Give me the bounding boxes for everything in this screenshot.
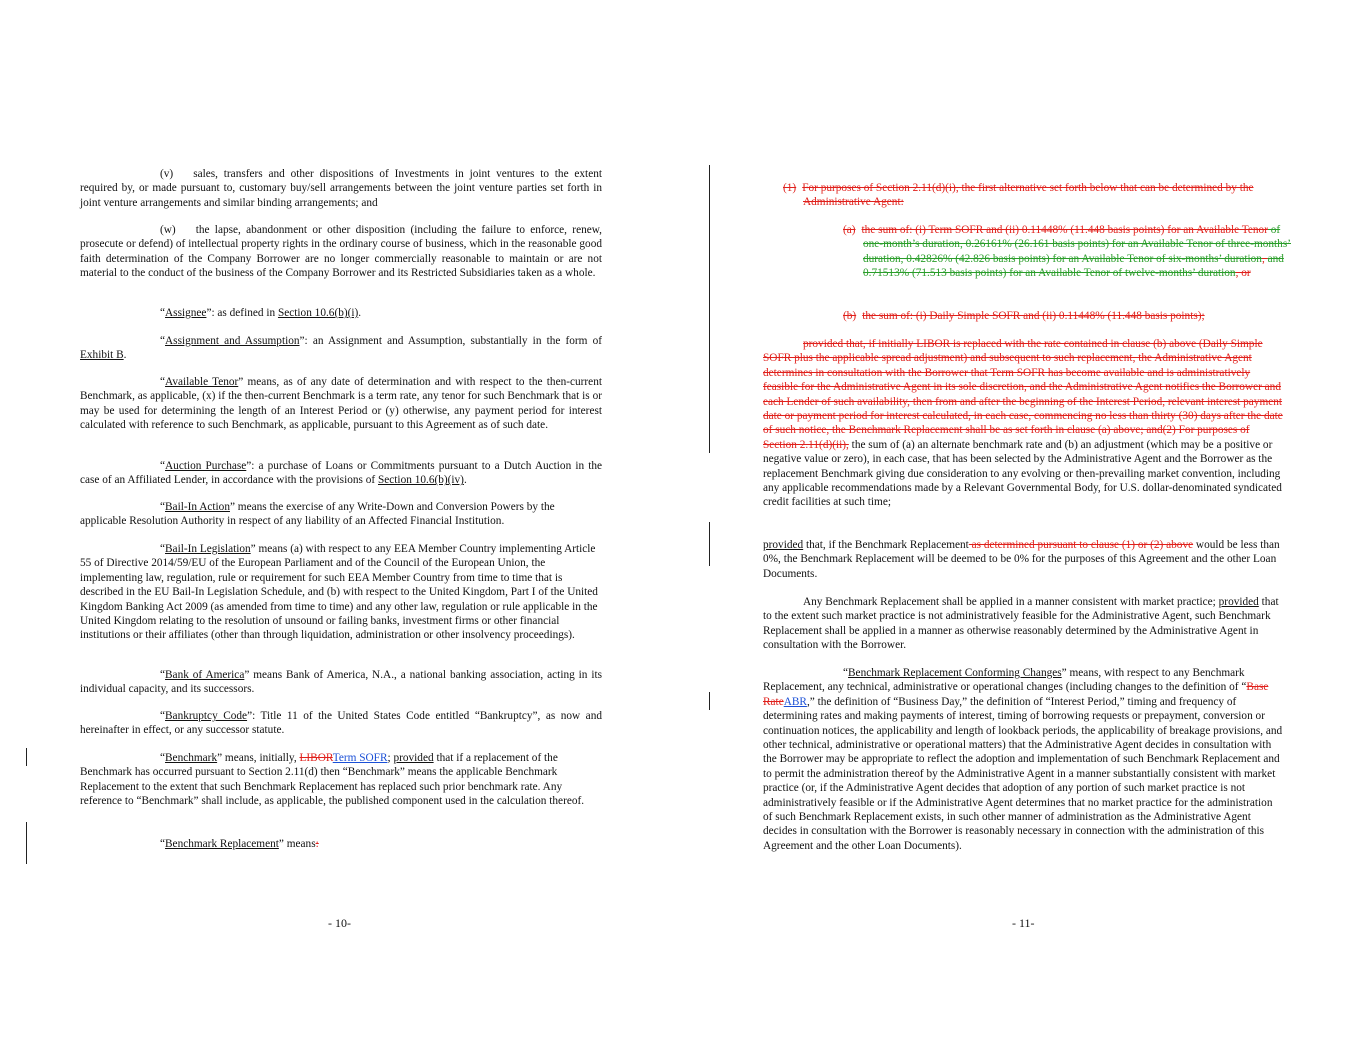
item-1 bbox=[783, 181, 1303, 210]
def-brcc: “Benchmark Replacement Conforming Changes” means, with respect to any Benchmark Replacement, any technical, administrative or operational changes (including changes to the definition of “Base RateABR,” the definition of “Business Day,” the definition of “Interest Period,” timing and frequency of determining rates and making payments of interest, timing of borrowing requests or prepayment, conversion or continuation notices, the applicability and length of lookback periods, the applicability of breakage provisions, and other technical, administrative or operational matters) that the Administrative Agent decides in consultation with the Borrower may be appropriate to reflect the adoption and implementation of such Benchmark Replacement and to permit the administration thereof by the Administrative Agent in a manner substantially consistent with market practice (or, if the Administrative Agent decides that adoption of any portion of such market practice is not administratively feasible or if the Administrative Agent determines that no market practice for the administration of such Benchmark Replacement exists, in such other manner of administration as the Administrative Agent decides in consultation with the Borrower is reasonably necessary in connection with the administration of this Agreement and the other Loan Documents). bbox=[763, 667, 1283, 852]
def-brcc-text: ” means, with respect to any Benchmark Replacement, any technical, administrative or operational changes (including changes to the definition of “ bbox=[763, 667, 1247, 694]
term-benchmark: Benchmark bbox=[165, 752, 218, 764]
item-w-number: (w) bbox=[160, 224, 176, 236]
floor-paragraph-rest: would be less than 0%, the Benchmark Replacement will be deemed to be 0% for the purposes of this Agreement and the other Loan Documents. bbox=[763, 539, 1280, 580]
floor-paragraph bbox=[763, 538, 1283, 581]
item-a bbox=[843, 223, 1303, 281]
def-bail-in-action-text: ” means the exercise of any Write-Down and Conversion Powers by the applicable Resolution Authority in respect of any liability of an Affected Financial Institution. bbox=[80, 501, 555, 528]
def-assignment-end: . bbox=[123, 349, 127, 362]
provided-word: provided bbox=[763, 539, 804, 551]
deleted-text: LIBOR bbox=[299, 752, 333, 764]
item-w-text: the lapse, abandonment or other disposition (including the failure to enforce, renew, prosecute or defend) of intellectual property rights in the ordinary course of business, which in the reasonable good faith determination of the Company Borrower are no longer commercially reasonable to maintain or are not material to the conduct of the business of the Company Borrower and its Restricted Subsidiaries taken as a whole. bbox=[80, 224, 602, 280]
def-assignee-end: . bbox=[358, 307, 362, 319]
term-benchmark-replacement: Benchmark Replacement bbox=[165, 838, 279, 850]
def-bankruptcy-code-text: ”: Title 11 of the United States Code entitled “Bankruptcy”, as now and hereinafter in effect, or any successor statute. bbox=[80, 710, 602, 737]
item-a-sep: , bbox=[1261, 252, 1268, 265]
item-a-text-moved-2: and 0.71513% (71.513 basis points) for an Available Tenor of twelve-months’ duration bbox=[863, 252, 1284, 280]
item-a-end: , or bbox=[1235, 267, 1251, 280]
item-b bbox=[843, 309, 1283, 323]
def-bail-in-legislation-text: ” means (a) with respect to any EEA Member Country implementing Article 55 of Directive 2014/59/EU of the European Parliament and of the Council of the European Union, the implementing law, regulation, rule or requirement for such EEA Member Country from time to time that is described in the EU Bail-In Legislation Schedule, and (b) with respect to the United Kingdom, Part I of the United Kingdom Banking Act 2009 (as amended from time to time) and any other law, regulation or rule applicable in the United Kingdom relating to the resolution of unsound or failing banks, investment firms or other financial institutions or their affiliates (other than through liquidation, administration or other insolvency proceedings). bbox=[80, 543, 598, 642]
def-bail-in-legislation: “Bail-In Legislation” means (a) with respect to any EEA Member Country implementing Article 55 of Directive 2014/59/EU of the European Parliament and of the Council of the European Union, the implementing law, regulation, rule or requirement for such EEA Member Country from time to time that is described in the EU Bail-In Legislation Schedule, and (b) with respect to the United Kingdom, Part I of the United Kingdom Banking Act 2009 (as amended from time to time) and any other law, regulation or rule applicable in the United Kingdom relating to the resolution of unsound or failing banks, investment firms or other financial institutions or their affiliates (other than through liquidation, administration or other insolvency proceedings). bbox=[80, 543, 598, 642]
def-auction-purchase-text: ”: a purchase of Loans or Commitments pursuant to a Dutch Auction in the case of an Affiliated Lender, in accordance with the provisions of bbox=[80, 460, 603, 487]
provided-paragraph-text: the sum of (a) an alternate benchmark rate and (b) an adjustment (which may be a positive or negative value or zero), in each case, that has been selected by the Administrative Agent and the Borrower as the replacement Benchmark giving due consideration to any evolving or then-prevailing market convention, including any applicable recommendations made by a Relevant Governmental Body, for U.S. dollar-denominated syndicated credit facilities at such time; bbox=[763, 438, 1282, 509]
def-auction-purchase-end: . bbox=[463, 474, 467, 487]
term-bail-in-legislation: Bail-In Legislation bbox=[165, 543, 251, 555]
def-bank-of-america-text: ” means Bank of America, N.A., a national banking association, acting in its individual capacity, and its successors. bbox=[80, 669, 603, 696]
item-1-text: For purposes of Section 2.11(d)(i), the first alternative set forth below that can be determined by the Administrative Agent: bbox=[802, 182, 1254, 209]
change-bar bbox=[709, 522, 710, 566]
def-assignee: “Assignee”: as defined in Section 10.6(b)(i). bbox=[160, 307, 362, 319]
def-available-tenor: “Available Tenor” means, as of any date of determination and with respect to the then-current Benchmark, as applicable, (x) if the then-current Benchmark is a term rate, any tenor for such Benchmark that is or may be used for determining the length of an Interest Period or (y) otherwise, any payment period for interest calculated with reference to such Benchmark, as applicable, pursuant to this Agreement as of such date. bbox=[80, 376, 602, 432]
def-bail-in-action: “Bail-In Action” means the exercise of any Write-Down and Conversion Powers by the applicable Resolution Authority in respect of any liability of an Affected Financial Institution. bbox=[80, 501, 555, 528]
provided-word: provided bbox=[1218, 596, 1259, 608]
item-v-text: sales, transfers and other dispositions of Investments in joint ventures to the extent required by, or made pursuant to, customary buy/sell arrangements between the joint venture parties set forth in joint venture arrangements and similar binding arrangements; and bbox=[80, 168, 602, 209]
def-benchmark-text: ” means, initially, bbox=[217, 752, 300, 764]
ref-section-10-6-b-i: Section 10.6(b)(i) bbox=[277, 307, 359, 319]
item-a-text-deleted: the sum of: (i) Term SOFR and (ii) 0.11448% (11.448 basis points) for an Available Tenor bbox=[861, 224, 1268, 236]
def-available-tenor-text: ” means, as of any date of determination and with respect to the then-current Benchmark, as applicable, (x) if the then-current Benchmark is a term rate, any tenor for such Benchmark that is or may be used for determining the length of an Interest Period or (y) otherwise, any payment period for interest calculated with reference to such Benchmark, as applicable, pursuant to this Agreement as of such date. bbox=[80, 376, 602, 432]
term-bankruptcy-code: Bankruptcy Code bbox=[165, 710, 248, 722]
def-brcc-rest: ,” the definition of “Business Day,” the definition of “Interest Period,” timing and frequency of determining rates and making payments of interest, timing of borrowing requests or prepayment, conversion or continuation notices, the applicability and length of lookback periods, the applicability of breakage provisions, and other technical, administrative or operational matters) that the Administrative Agent decides in consultation with the Borrower may be appropriate to reflect the adoption and implementation of such Benchmark Replacement and to permit the administration thereof by the Administrative Agent in a manner substantially consistent with market practice (or, if the Administrative Agent decides that adoption of any portion of such market practice is not administratively feasible or if the Administrative Agent determines that no market practice for the administration of such Benchmark Replacement exists, in such other manner of administration as the Administrative Agent decides in consultation with the Borrower is reasonably necessary in connection with the administration of this Agreement and the other Loan Documents). bbox=[763, 695, 1283, 852]
def-benchmark-replacement: “Benchmark Replacement” means: bbox=[160, 838, 319, 850]
para-v bbox=[80, 167, 602, 210]
term-available-tenor: Available Tenor bbox=[165, 376, 239, 388]
term-auction-purchase: Auction Purchase bbox=[165, 460, 247, 472]
change-bar bbox=[26, 822, 27, 864]
market-practice-rest: that to the extent such market practice is not administratively feasible for the Administrative Agent, such Benchmark Replacement shall be applied in a manner as otherwise reasonably determined by the Administrative Agent in consultation with the Borrower. bbox=[763, 596, 1279, 652]
page-number-right: - 11- bbox=[1012, 916, 1035, 930]
change-bar bbox=[709, 692, 710, 710]
provided-word: provided bbox=[393, 752, 434, 764]
def-auction-purchase: “Auction Purchase”: a purchase of Loans or Commitments pursuant to a Dutch Auction in the case of an Affiliated Lender, in accordance with the provisions of Section 10.6(b)(iv). bbox=[80, 460, 603, 487]
provided-word: provided bbox=[803, 338, 844, 350]
term-brcc: Benchmark Replacement Conforming Changes bbox=[848, 667, 1062, 679]
term-bank-of-america: Bank of America bbox=[165, 669, 245, 681]
item-a-text-moved: of one-month’s duration, 0.26161% (26.161 basis points) for an Available Tenor of three-months’ duration, 0.42826% (42.826 basis points) for an Available Tenor of six-months’ duration bbox=[863, 224, 1291, 265]
para-w bbox=[80, 223, 602, 281]
provided-paragraph bbox=[763, 337, 1283, 510]
ref-exhibit-b: Exhibit B bbox=[80, 349, 124, 362]
def-benchmark-sep: ; bbox=[387, 752, 394, 764]
page-number-left: - 10- bbox=[328, 916, 351, 930]
deleted-text: that, if initially LIBOR is replaced with the rate contained in clause (b) above (Daily Simple SOFR plus the applicable spread adjustment) and subsequent to such replacement, the Administrative Agent determines in consultation with the Borrower that Term SOFR has become available and is administratively feasible for the Administrative Agent in its sole discretion, and the Administrative Agent notifies the Borrower and each Lender of such availability, then from and after the beginning of the Interest Period, relevant interest payment date or payment period for interest calculated, in each case, commencing no less than thirty (30) days after the date of such notice, the Benchmark Replacement shall be as set forth in clause (a) above; and(2) For purposes of Section 2.11(d)(ii), bbox=[763, 338, 1283, 451]
term-bail-in-action: Bail-In Action bbox=[165, 501, 230, 513]
def-benchmark-rest: that if a replacement of the Benchmark has occurred pursuant to Section 2.11(d) then “Benchmark” means the applicable Benchmark Replacement to the extent that such Benchmark Replacement has replaced such prior benchmark rate. Any reference to “Benchmark” shall include, as applicable, the published component used in the calculation thereof. bbox=[80, 752, 585, 808]
def-benchmark-replacement-text: ” means bbox=[278, 838, 316, 850]
item-1-number: (1) bbox=[783, 182, 797, 194]
term-assignment-assumption: Assignment and Assumption bbox=[165, 335, 300, 347]
change-bar bbox=[709, 165, 710, 453]
item-v-number: (v) bbox=[160, 168, 174, 180]
deleted-text: as determined pursuant to clause (1) or (2) above bbox=[968, 539, 1194, 551]
inserted-text: Term SOFR bbox=[332, 752, 388, 764]
ref-section-10-6-b-iv: Section 10.6(b)(iv) bbox=[377, 474, 464, 487]
term-assignee: Assignee bbox=[165, 307, 207, 319]
market-practice-text: Any Benchmark Replacement shall be applied in a manner consistent with market practice; bbox=[803, 596, 1219, 608]
def-bank-of-america: “Bank of America” means Bank of America, N.A., a national banking association, acting in its individual capacity, and its successors. bbox=[80, 669, 603, 696]
item-a-number: (a) bbox=[843, 224, 856, 236]
deleted-text: Base Rate bbox=[763, 681, 1269, 708]
def-assignee-text: ”: as defined in bbox=[206, 307, 278, 319]
def-assignment-text: ”: an Assignment and Assumption, substantially in the form of bbox=[299, 335, 603, 347]
def-bankruptcy-code: “Bankruptcy Code”: Title 11 of the United States Code entitled “Bankruptcy”, as now and hereinafter in effect, or any successor statute. bbox=[80, 710, 602, 737]
item-b-number: (b) bbox=[843, 310, 857, 322]
deleted-text: : bbox=[315, 838, 319, 850]
def-benchmark: “Benchmark” means, initially, LIBORTerm SOFR; provided that if a replacement of the Benchmark has occurred pursuant to Section 2.11(d) then “Benchmark” means the applicable Benchmark Replacement to the extent that such Benchmark Replacement has replaced such prior benchmark rate. Any reference to “Benchmark” shall include, as applicable, the published component used in the calculation thereof. bbox=[80, 752, 585, 808]
def-assignment-assumption: “Assignment and Assumption”: an Assignment and Assumption, substantially in the form of Exhibit B. bbox=[80, 335, 603, 362]
floor-paragraph-text: that, if the Benchmark Replacement bbox=[803, 539, 969, 551]
inserted-text: ABR bbox=[783, 695, 807, 708]
item-b-text: the sum of: (i) Daily Simple SOFR and (ii) 0.11448% (11.448 basis points); bbox=[862, 310, 1205, 322]
change-bar bbox=[26, 748, 27, 766]
market-practice-paragraph bbox=[763, 595, 1283, 653]
